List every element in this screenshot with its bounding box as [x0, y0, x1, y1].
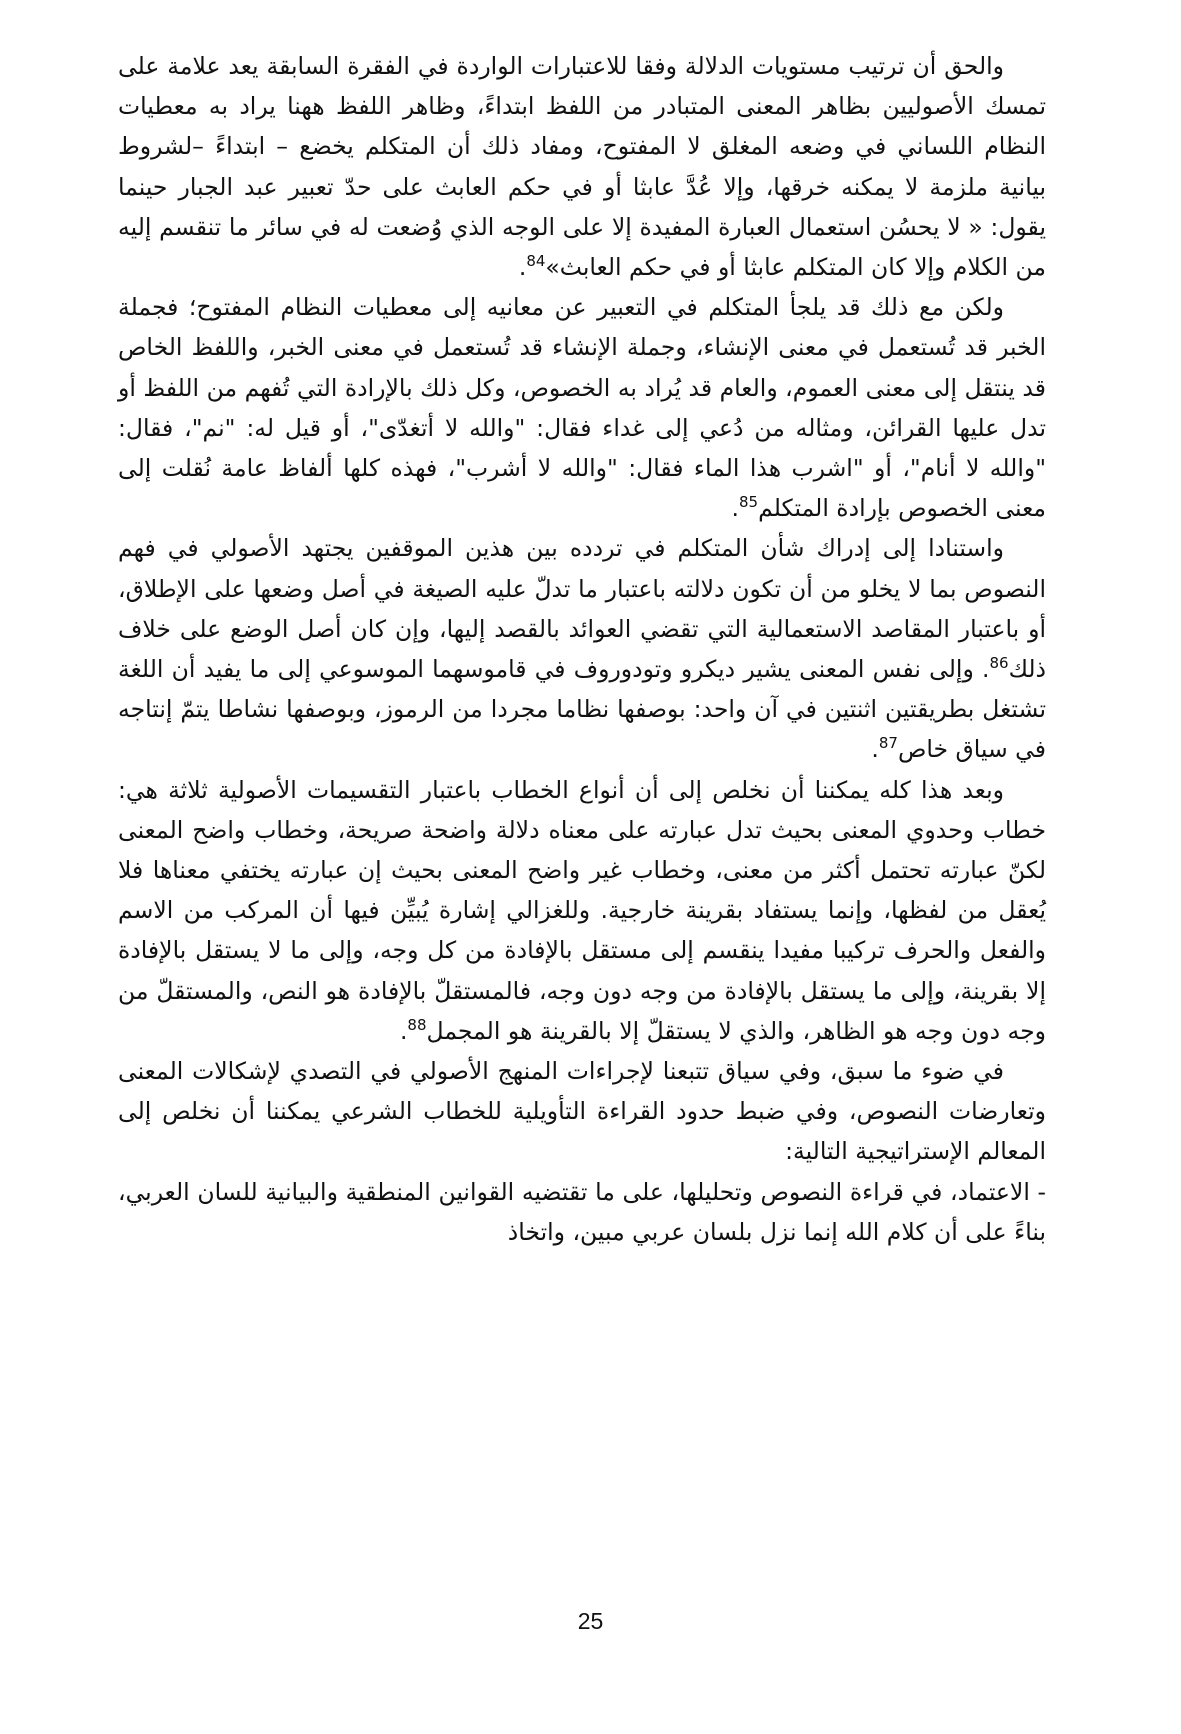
paragraph-5 — [118, 1051, 1046, 1172]
paragraph-continuation: . وإلى نفس المعنى يشير ديكرو وتودوروف في قاموسهما الموسوعي إلى ما يفيد أن اللغة تشتغل بطريقتين اثنتين في آن واحد: بوصفها نظاما مجردا من الرموز، وبوصفها نشاطا يتمّ إنتاجه في سياق خاص — [118, 655, 1046, 764]
page-number: 25 — [577, 1608, 604, 1634]
paragraph-4 — [118, 770, 1046, 1051]
page-body — [118, 46, 1046, 1252]
paragraph-2 — [118, 287, 1046, 528]
paragraph-3 — [118, 528, 1046, 769]
footnote-marker[interactable]: 86 — [989, 654, 1009, 673]
paragraph-end: . — [518, 253, 527, 282]
paragraph-text: ولكن مع ذلك قد يلجأ المتكلم في التعبير عن معانيه إلى معطيات النظام المفتوح؛ فجملة الخبر قد تُستعمل في معنى الإنشاء، وجملة الإنشاء قد تُستعمل في معنى الخبر، واللفظ الخاص قد ينتقل إلى معنى العموم، والعام قد يُراد به الخصوص، وكل ذلك بالإرادة التي تُفهم من اللفظ أو تدل عليها القرائن، ومثاله من دُعي إلى غداء فقال: "والله لا أتغدّى"، أو قيل له: "نم"، فقال: "والله لا أنام"، أو "اشرب هذا الماء فقال: "والله لا أشرب"، فهذه كلها ألفاظ عامة نُقلت إلى معنى الخصوص بإرادة المتكلم — [118, 293, 1046, 523]
paragraph-end: . — [871, 735, 879, 764]
paragraph-text: - الاعتماد، في قراءة النصوص وتحليلها، على ما تقتضيه القوانين المنطقية والبيانية للسان العربي، بناءً على أن كلام الله إنما نزل بلسان عربي مبين، واتخاذ — [118, 1177, 1046, 1246]
paragraph-6 — [118, 1172, 1046, 1252]
footnote-marker[interactable]: 85 — [738, 493, 759, 512]
paragraph-text: واستنادا إلى إدراك شأن المتكلم في تردده بين هذين الموقفين يجتهد الأصولي في فهم النصوص بما لا يخلو من أن تكون دلالته باعتبار ما تدلّ عليه الصيغة في أصل وضعها على الإطلاق، أو باعتبار المقاصد الاستعمالية التي تقضي العوائد بالقصد إليها، وإن كان أصل الوضع على خلاف ذلك — [118, 534, 1046, 684]
footnote-marker[interactable]: 88 — [407, 1016, 427, 1035]
footnote-marker[interactable]: 84 — [526, 252, 546, 271]
paragraph-end: . — [731, 494, 739, 523]
paragraph-text: والحق أن ترتيب مستويات الدلالة وفقا للاعتبارات الواردة في الفقرة السابقة يعد علامة على تمسك الأصوليين بظاهر المعنى المتبادر من اللفظ ابتداءً، وظاهر اللفظ ههنا يراد به معطيات النظام اللساني في وضعه المغلق لا المفتوح، ومفاد ذلك أن المتكلم يخضع – ابتداءً –لشروط بيانية ملزمة لا يمكنه خرقها، وإلا عُدَّ عابثا أو في حكم العابث على حدّ تعبير عبد الجبار حينما يقول: « لا يحسُن استعمال العبارة المفيدة إلا على الوجه الذي وُضعت له في سائر ما تنقسم إليه من الكلام وإلا كان المتكلم عابثا أو في حكم العابث» — [118, 52, 1046, 282]
paragraph-text: في ضوء ما سبق، وفي سياق تتبعنا لإجراءات المنهج الأصولي في التصدي لإشكالات المعنى وتعارضات النصوص، وفي ضبط حدود القراءة التأويلية للخطاب الشرعي يمكننا أن نخلص إلى المعالم الإستراتيجية التالية: — [118, 1057, 1046, 1166]
paragraph-end: . — [399, 1016, 408, 1045]
paragraph-text: وبعد هذا كله يمكننا أن نخلص إلى أن أنواع الخطاب باعتبار التقسيمات الأصولية ثلاثة هي: خطاب وحدوي المعنى بحيث تدل عبارته على معناه دلالة واضحة صريحة، وخطاب واضح المعنى لكنّ عبارته تحتمل أكثر من معنى، وخطاب غير واضح المعنى بحيث إن عبارته يختفي معناها فلا يُعقل من لفظها، وإنما يستفاد بقرينة خارجية. وللغزالي إشارة يُبيِّن فيها أن المركب من الاسم والفعل والحرف تركيبا مفيدا ينقسم إلى مستقل بالإفادة من كل وجه، وإلى ما لا يستقل بالإفادة إلا بقرينة، وإلى ما يستقل بالإفادة من وجه دون وجه، فالمستقلّ بالإفادة هو النص، والمستقلّ من وجه دون وجه هو الظاهر، والذي لا يستقلّ إلا بالقرينة هو المجمل — [118, 775, 1046, 1045]
footnote-marker[interactable]: 87 — [878, 734, 898, 753]
paragraph-1 — [118, 46, 1046, 287]
